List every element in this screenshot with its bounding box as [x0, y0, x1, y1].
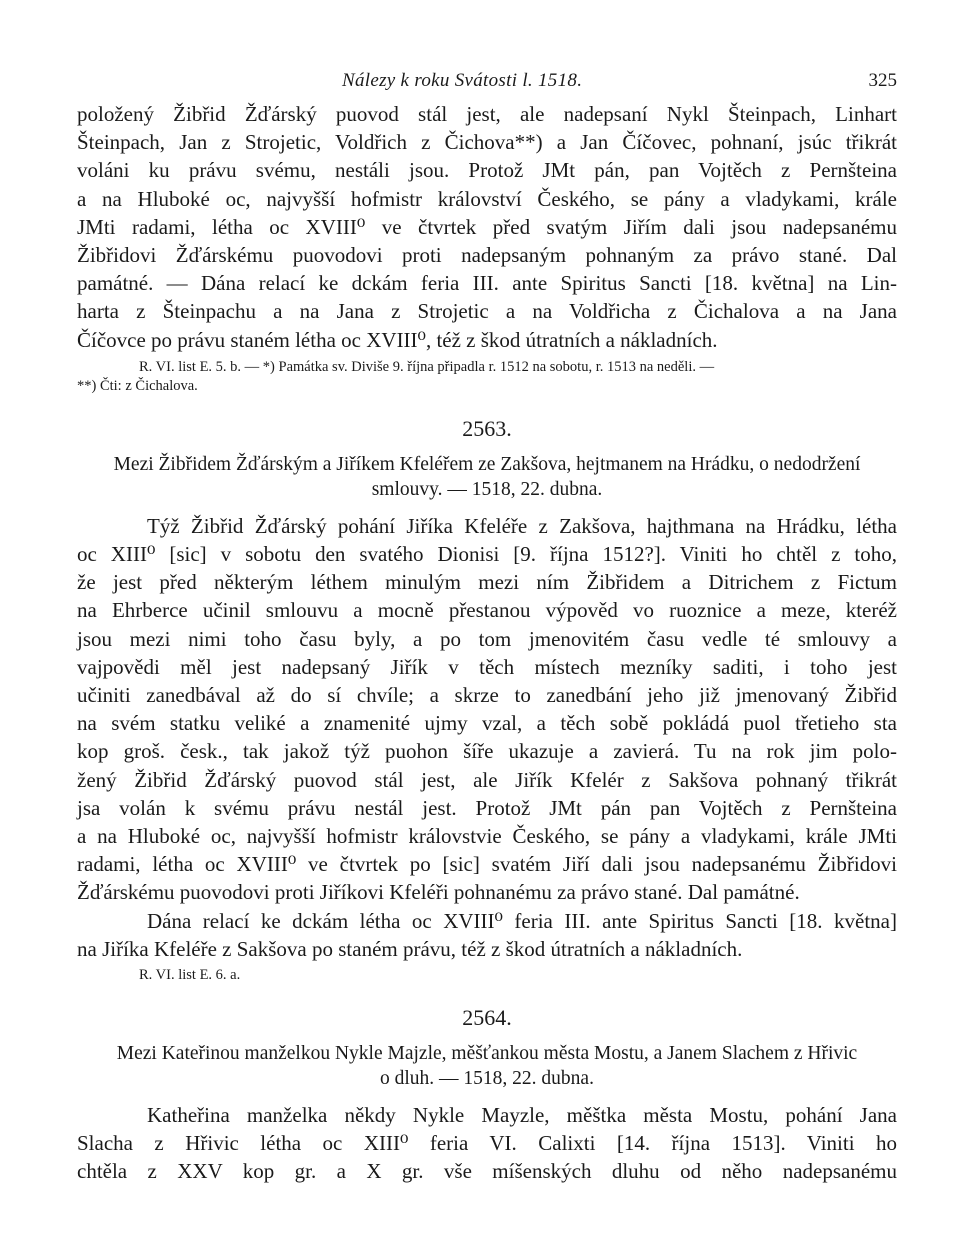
- entry-body: [77, 512, 897, 907]
- entry-number: 2564.: [462, 1005, 512, 1031]
- text-line: učiniti zanedbával až do sí chvíle; a skrze to zanedbání jeho již jmenovaný Žibřid: [77, 683, 897, 708]
- text-line: jsa volán k svému právu nestál jest. Protož JMt pán pan Vojtěch z Pernšteina: [77, 795, 897, 820]
- entry-body: [77, 907, 897, 963]
- text-line: oc XIII⁰ [sic] v sobotu den svatého Dionisi [9. října 1512?]. Viniti ho chtěl z toho,: [77, 542, 897, 567]
- text-line: a na Hluboké oc, najvyšší hofmistr království Českého, se pány a vladykami, krále: [77, 186, 897, 211]
- entry-summary: [77, 452, 897, 502]
- entry-body: [77, 1101, 897, 1186]
- text-line: Žibřidovi Žďárskému puovodovi proti nadepsaným pohnaným za právo stané. Dal: [77, 243, 897, 268]
- text-line: žený Žibřid Žďárský puovod stál jest, ale Jiřík Kfelér z Sakšova pohnaný třikrát: [77, 767, 897, 792]
- source-reference: R. VI. list E. 6. a.: [139, 967, 241, 984]
- footnote-line: **) Čti: z Čichalova.: [77, 377, 198, 394]
- summary-line: smlouvy. — 1518, 22. dubna.: [371, 478, 603, 500]
- footnote-line: R. VI. list E. 5. b. — *) Památka sv. Diviše 9. října připadla r. 1512 na sobotu, r. 1513 na neděli. —: [139, 358, 715, 375]
- entry-summary: [77, 1041, 897, 1091]
- text-line: že jest před některým léthem minulým mezi ním Žibřidem a Ditrichem z Fictum: [77, 570, 897, 595]
- text-line: voláni ku právu svému, nestáli jsou. Protož JMt pán, pan Vojtěch z Pernšteina: [77, 158, 897, 183]
- summary-line: Mezi Kateřinou manželkou Nykle Majzle, měšťankou města Mostu, a Janem Slachem z Hřivic: [116, 1043, 858, 1065]
- text-line: Dána relací ke dckám létha oc XVIII⁰ feria III. ante Spiritus Sancti [18. května]: [147, 908, 897, 933]
- text-line: chtěla z XXV kop gr. a X gr. vše míšenských dluhu od něho nadepsanému: [77, 1159, 897, 1184]
- text-line: na svém statku veliké a znamenité ujmy vzal, a těch sobě pokládá puol třetieho sta: [77, 711, 897, 736]
- text-line: Šteinpach, Jan z Strojetic, Voldřich z Čichova**) a Jan Číčovec, pohnaní, jsúc třikrát: [77, 130, 897, 155]
- summary-line: o dluh. — 1518, 22. dubna.: [380, 1068, 594, 1090]
- text-line: vajpovědi měl jest nadepsaný Jiřík v těch místech mezníky saditi, i toho jest: [77, 654, 897, 679]
- previous-entry-continuation: [77, 100, 897, 354]
- running-header: [77, 70, 897, 100]
- text-line: památné. — Dána relací ke dckám feria III. ante Spiritus Sancti [18. května] na Lin-: [77, 271, 897, 296]
- text-line: jsou mezi nimi toho času byly, a po tom jmenovitém času vedle té smlouvy a: [77, 626, 897, 651]
- text-line: Žďárskému puovodovi proti Jiříkovi Kfeléři pohnanému za právo stané. Dal památné.: [77, 880, 800, 905]
- text-line: harta z Šteinpachu a na Jana z Strojetic a na Voldřicha z Čichalova a na Jana: [77, 299, 897, 324]
- text-line: Slacha z Hřivic létha oc XIII⁰ feria VI. Calixti [14. října 1513]. Viniti ho: [77, 1131, 897, 1156]
- book-page: [77, 70, 897, 1186]
- text-line: Číčovce po právu staném létha oc XVIII⁰, též z škod útratních a nákladních.: [77, 327, 718, 352]
- text-line: na Jiříka Kfeléře z Sakšova po staném právu, též z škod útratních a nákladních.: [77, 936, 743, 961]
- summary-line: Mezi Žibřidem Žďárským a Jiříkem Kfeléřem ze Zakšova, hejtmanem na Hrádku, o nedodržení: [113, 453, 861, 475]
- text-line: na Ehrberce učinil smlouvu a mocně přestanou výpověd vo ruoznice a meze, kteréž: [77, 598, 897, 623]
- text-line: kop groš. česk., tak jakož týž puohon šíře ukazuje a zavierá. Tu na rok jim polo-: [77, 739, 897, 764]
- footnotes: [77, 358, 897, 396]
- text-line: a na Hluboké oc, najvyšší hofmistr královstvie Českého, se pány a vladykami, krále JMti: [77, 824, 897, 849]
- text-line: JMti radami, létha oc XVIII⁰ ve čtvrtek před svatým Jiřím dali jsou nadepsanému: [77, 214, 897, 239]
- running-title: Nálezy k roku Svátosti l. 1518.: [342, 70, 583, 91]
- text-line: radami, létha oc XVIII⁰ ve čtvrtek po [sic] svatém Jiří dali jsou nadepsanému Žibřidovi: [77, 852, 897, 877]
- text-line: položený Žibřid Žďárský puovod stál jest, ale nadepsaní Nykl Šteinpach, Linhart: [77, 102, 897, 126]
- entry-number: 2563.: [462, 415, 512, 441]
- page-number: 325: [868, 70, 897, 91]
- text-line: Katheřina manželka někdy Nykle Mayzle, měštka města Mostu, pohání Jana: [147, 1103, 897, 1128]
- text-line: Týž Žibřid Žďárský pohání Jiříka Kfeléře z Zakšova, hajthmana na Hrádku, létha: [147, 513, 897, 538]
